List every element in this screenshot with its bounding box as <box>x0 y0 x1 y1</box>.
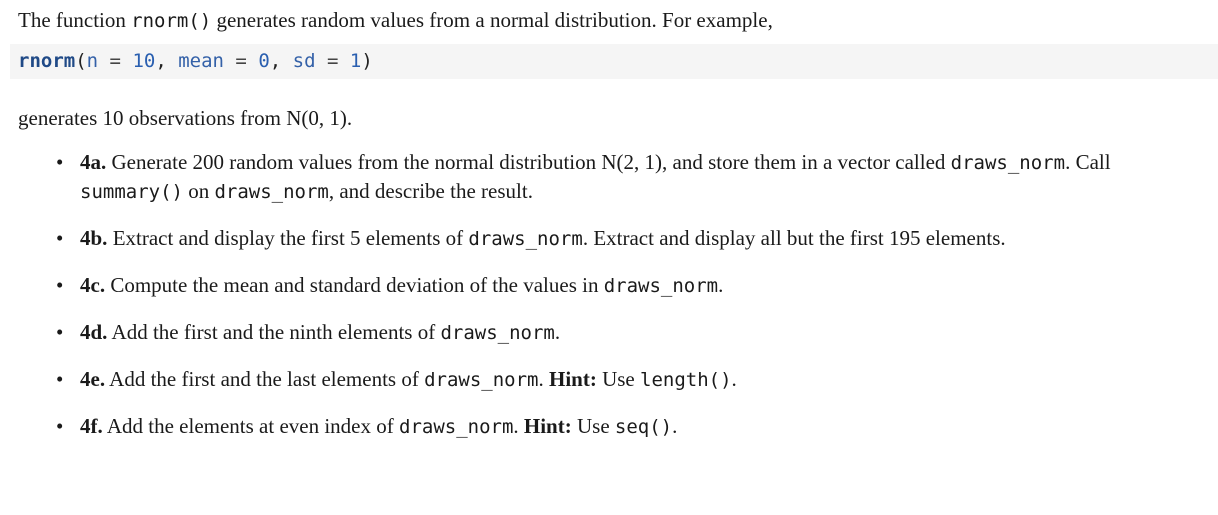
task-text: Use <box>596 367 640 391</box>
inline-code-rnorm: rnorm() <box>131 10 212 32</box>
inline-code: draws_norm <box>214 181 329 203</box>
intro-paragraph <box>18 6 773 35</box>
task-label: 4f. <box>80 414 103 438</box>
task-item-4e <box>0 365 1218 394</box>
bullet-icon: • <box>56 414 64 438</box>
code-open-paren: ( <box>75 50 87 72</box>
code-value-n: 10 <box>132 50 156 72</box>
code-close-paren: ) <box>361 50 373 72</box>
inline-code: draws_norm <box>399 416 514 438</box>
code-equals: = <box>223 50 259 72</box>
task-list <box>0 148 1218 459</box>
hint-label: Hint: <box>523 414 572 438</box>
bullet-icon: • <box>56 150 64 174</box>
code-value-mean: 0 <box>258 50 270 72</box>
bullet-icon: • <box>56 273 64 297</box>
inline-code: draws_norm <box>440 322 555 344</box>
inline-code: draws_norm <box>468 228 583 250</box>
task-label: 4c. <box>80 273 106 297</box>
task-item-4d <box>0 318 1218 347</box>
inline-code: seq() <box>614 416 673 438</box>
code-comma: , <box>269 50 293 72</box>
bullet-icon: • <box>56 320 64 344</box>
after-code-paragraph: generates 10 observations from N(0, 1). <box>18 106 353 130</box>
code-comma: , <box>155 50 179 72</box>
code-equals: = <box>315 50 350 72</box>
task-label: 4b. <box>80 226 108 250</box>
task-text: , and describe the result. <box>328 179 533 203</box>
task-text: Use <box>571 414 615 438</box>
task-text: . <box>731 367 737 391</box>
inline-code: summary() <box>80 181 183 203</box>
code-value-sd: 1 <box>349 50 362 72</box>
task-item-4c <box>0 271 1218 300</box>
code-function-name: rnorm <box>18 50 76 72</box>
task-text: Extract and display the first 5 elements of <box>107 226 469 250</box>
task-item-4a <box>0 148 1218 206</box>
task-text: . <box>538 367 549 391</box>
intro-text-after: generates random values from a normal distribution. For example, <box>211 8 773 32</box>
task-item-4b <box>0 224 1218 253</box>
task-text: . <box>513 414 524 438</box>
task-text: . <box>718 273 724 297</box>
task-text: Add the first and the last elements of <box>105 367 425 391</box>
code-arg-sd: sd <box>292 50 316 72</box>
task-label: 4d. <box>80 320 108 344</box>
task-text: . <box>672 414 678 438</box>
task-label: 4e. <box>80 367 106 391</box>
task-text: Compute the mean and standard deviation of the values in <box>105 273 604 297</box>
bullet-icon: • <box>56 367 64 391</box>
code-arg-n: n <box>86 50 99 72</box>
task-text: . <box>554 320 561 344</box>
task-text: . Extract and display all but the first 195 elements. <box>582 226 1006 250</box>
bullet-icon: • <box>56 226 64 250</box>
task-text: Add the first and the ninth elements of <box>107 320 441 344</box>
code-block <box>10 44 1218 79</box>
task-label: 4a. <box>80 150 107 174</box>
code-equals: = <box>98 50 133 72</box>
task-item-4f <box>0 412 1218 441</box>
task-text: on <box>182 179 215 203</box>
inline-code: draws_norm <box>950 152 1066 174</box>
task-text: Generate 200 random values from the normal distribution N(2, 1), and store them in a vector called <box>106 150 951 174</box>
hint-label: Hint: <box>548 367 597 391</box>
task-text: Add the elements at even index of <box>102 414 399 438</box>
task-text: . Call <box>1065 150 1111 174</box>
inline-code: draws_norm <box>424 369 539 391</box>
inline-code: draws_norm <box>603 275 719 297</box>
code-arg-mean: mean <box>178 50 224 72</box>
inline-code: length() <box>640 369 732 391</box>
intro-text-before: The function <box>18 8 132 32</box>
